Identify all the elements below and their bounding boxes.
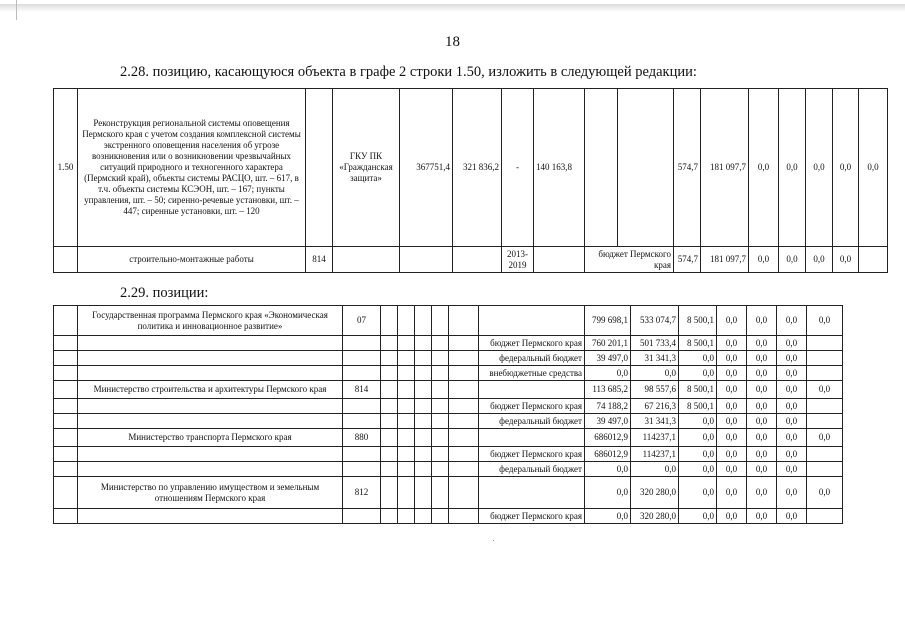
value-c: 0,0: [679, 477, 717, 509]
empty-cell: [432, 462, 449, 477]
empty-cell: [449, 351, 479, 366]
value-b: 0,0: [631, 462, 679, 477]
value-f: 0,0: [777, 351, 807, 366]
empty-cell: [54, 306, 78, 336]
table-row: [54, 366, 843, 381]
empty-cell: [432, 399, 449, 414]
code: [343, 462, 381, 477]
value-g: 0,0: [807, 477, 843, 509]
empty-cell: [398, 509, 415, 524]
code: 814: [306, 247, 333, 273]
value-a: 760 201,1: [585, 336, 631, 351]
code: [343, 351, 381, 366]
value-f: 0,0: [777, 399, 807, 414]
empty-cell: [381, 399, 398, 414]
value-a: 0,0: [585, 366, 631, 381]
value-d: 0,0: [717, 477, 747, 509]
value-a: 0,0: [585, 477, 631, 509]
value-c: 8 500,1: [679, 306, 717, 336]
value-c: 0,0: [679, 447, 717, 462]
value-e: 0,0: [747, 462, 777, 477]
table-row: [54, 247, 888, 273]
zero-2: 0,0: [779, 89, 806, 247]
table-row: [54, 89, 888, 247]
value-d: 0,0: [717, 381, 747, 399]
empty-cell: [415, 462, 432, 477]
value-b: 98 557,6: [631, 381, 679, 399]
code: [343, 414, 381, 429]
value-g: [807, 399, 843, 414]
position-name: [78, 336, 343, 351]
empty-cell: [449, 477, 479, 509]
empty-cell: [398, 336, 415, 351]
empty-cell: [381, 306, 398, 336]
object-description: Реконструкция региональной системы оповещения Пермского края с учетом создания комплексной системы экстренного оповещения населения об угрозе возникновения или о возникновении чрезвычайных ситуаций природного и техногенного характера (Пермский край), объекты системы РАСЦО, шт. – 617, в т.ч. объекты системы КСЭОН, шт. – 167; пункты управления, шт. – 50; сиренно-речевые установки, шт. – 447; сиренные установки, шт. – 120: [78, 89, 306, 247]
funding-source: [479, 306, 585, 336]
empty-cell: [381, 429, 398, 447]
code: [343, 399, 381, 414]
table-row: [54, 447, 843, 462]
value-f: 0,0: [777, 477, 807, 509]
zero-5: 0,0: [859, 89, 888, 247]
value-e: 0,0: [747, 366, 777, 381]
empty-cell: [398, 462, 415, 477]
empty-cell: [449, 509, 479, 524]
empty-cell: [381, 351, 398, 366]
position-name: Министерство транспорта Пермского края: [78, 429, 343, 447]
position-name: [78, 462, 343, 477]
code: [343, 447, 381, 462]
value-e: 0,0: [747, 509, 777, 524]
empty-cell: [449, 429, 479, 447]
position-name: [78, 399, 343, 414]
zero-1: 0,0: [749, 247, 779, 273]
table-row: [54, 477, 843, 509]
value-d: 0,0: [717, 366, 747, 381]
value-g: [807, 336, 843, 351]
table-row: [54, 462, 843, 477]
empty-cell: [54, 414, 78, 429]
empty-cell: [398, 399, 415, 414]
value-a: 686012,9: [585, 447, 631, 462]
code: 812: [343, 477, 381, 509]
funding-source: федеральный бюджет: [479, 462, 585, 477]
value-5: 181 097,7: [701, 247, 749, 273]
empty-cell: [415, 447, 432, 462]
value-a: 799 698,1: [585, 306, 631, 336]
value-4: 574,7: [674, 89, 701, 247]
empty-cell: [449, 414, 479, 429]
value-c: 8 500,1: [679, 336, 717, 351]
value-a: 0,0: [585, 509, 631, 524]
empty-cell: [54, 462, 78, 477]
value-b: 501 733,4: [631, 336, 679, 351]
code: 07: [343, 306, 381, 336]
value-a: 39 497,0: [585, 414, 631, 429]
value-f: 0,0: [777, 429, 807, 447]
value-e: 0,0: [747, 351, 777, 366]
value-g: 0,0: [807, 429, 843, 447]
empty-cell: [54, 447, 78, 462]
scan-edge-mark: [16, 0, 17, 20]
empty-cell: [415, 399, 432, 414]
empty-cell: [449, 336, 479, 351]
empty-cell: [449, 306, 479, 336]
value-e: 0,0: [747, 447, 777, 462]
empty-cell: [54, 399, 78, 414]
value-e: 0,0: [747, 399, 777, 414]
funding-source: [479, 381, 585, 399]
empty-cell: [398, 414, 415, 429]
total-value: 367751,4: [400, 89, 453, 247]
value-d: 0,0: [717, 429, 747, 447]
section-2-28-heading: 2.28. позицию, касающуюся объекта в графе 2 строки 1.50, изложить в следующей редакции:: [120, 64, 697, 80]
executor: ГКУ ПК «Гражданская защита»: [333, 89, 400, 247]
value-g: [807, 509, 843, 524]
funding-source: бюджет Пермского края: [479, 447, 585, 462]
value-f: 0,0: [777, 381, 807, 399]
position-name: [78, 447, 343, 462]
position-name: [78, 366, 343, 381]
value-d: 0,0: [717, 351, 747, 366]
value-b: 114237,1: [631, 429, 679, 447]
empty-cell: [415, 381, 432, 399]
empty-cell: [415, 351, 432, 366]
code: [343, 509, 381, 524]
empty-cell: [432, 414, 449, 429]
empty-cell: [398, 306, 415, 336]
value-f: 0,0: [777, 414, 807, 429]
code: [343, 366, 381, 381]
empty-cell: [381, 477, 398, 509]
empty-cell: [400, 247, 453, 273]
value-3: 140 163,8: [534, 89, 585, 247]
value-g: [807, 462, 843, 477]
empty-cell: [432, 351, 449, 366]
empty-cell: [381, 381, 398, 399]
table-row: [54, 429, 843, 447]
value-a: 113 685,2: [585, 381, 631, 399]
value-d: 0,0: [717, 306, 747, 336]
value-g: 0,0: [807, 306, 843, 336]
value-a: 39 497,0: [585, 351, 631, 366]
empty-cell: [432, 381, 449, 399]
empty-cell: [381, 509, 398, 524]
code: 880: [343, 429, 381, 447]
value-2: 321 836,2: [453, 89, 502, 247]
funding-source: бюджет Пермского края: [479, 399, 585, 414]
value-a: 0,0: [585, 462, 631, 477]
value-g: [807, 447, 843, 462]
value-e: 0,0: [747, 429, 777, 447]
code: 814: [343, 381, 381, 399]
scan-top-edge: [0, 0, 905, 12]
value-c: 8 500,1: [679, 381, 717, 399]
section-2-29-heading: 2.29. позиции:: [120, 285, 209, 301]
value-d: 0,0: [717, 462, 747, 477]
table-row: [54, 381, 843, 399]
table-row: [54, 351, 843, 366]
value-f: 0,0: [777, 509, 807, 524]
value-f: 0,0: [777, 447, 807, 462]
empty-cell: [432, 509, 449, 524]
value-d: 0,0: [717, 414, 747, 429]
value-b: 320 280,0: [631, 477, 679, 509]
funding-source: [479, 477, 585, 509]
empty-cell: [306, 89, 333, 247]
empty-cell: [381, 462, 398, 477]
empty-cell: [618, 89, 674, 247]
empty-cell: [585, 89, 618, 247]
position-name: Министерство строительства и архитектуры Пермского края: [78, 381, 343, 399]
value-d: 0,0: [717, 336, 747, 351]
empty-cell: [449, 462, 479, 477]
table-row: [54, 306, 843, 336]
table-row: [54, 336, 843, 351]
funding-source: бюджет Пермского края: [479, 509, 585, 524]
empty-cell: [415, 306, 432, 336]
value-d: 0,0: [717, 399, 747, 414]
empty-cell: [398, 447, 415, 462]
empty-cell: [432, 429, 449, 447]
table-positions: [53, 305, 843, 524]
empty-cell: [415, 366, 432, 381]
zero-4: 0,0: [833, 247, 859, 273]
value-b: 0,0: [631, 366, 679, 381]
value-b: 114237,1: [631, 447, 679, 462]
value-f: 0,0: [777, 336, 807, 351]
code: [343, 336, 381, 351]
value-e: 0,0: [747, 414, 777, 429]
empty-cell: [54, 381, 78, 399]
value-f: 0,0: [777, 366, 807, 381]
row-number: 1.50: [54, 89, 78, 247]
value-g: 0,0: [807, 381, 843, 399]
value-c: 8 500,1: [679, 399, 717, 414]
value-b: 320 280,0: [631, 509, 679, 524]
empty-cell: [54, 429, 78, 447]
position-name: [78, 414, 343, 429]
empty-cell: [432, 336, 449, 351]
empty-cell: [381, 414, 398, 429]
empty-cell: [381, 366, 398, 381]
value-a: 686012,9: [585, 429, 631, 447]
empty-cell: [54, 247, 78, 273]
zero-1: 0,0: [749, 89, 779, 247]
value-e: 0,0: [747, 381, 777, 399]
work-type: строительно-монтажные работы: [78, 247, 306, 273]
empty-cell: [398, 351, 415, 366]
funding-source: федеральный бюджет: [479, 414, 585, 429]
value-g: [807, 366, 843, 381]
empty-cell: [415, 414, 432, 429]
empty-cell: [398, 381, 415, 399]
value-f: 0,0: [777, 306, 807, 336]
position-name: [78, 351, 343, 366]
scan-speck: [493, 540, 494, 541]
value-c: 0,0: [679, 462, 717, 477]
value-b: 67 216,3: [631, 399, 679, 414]
empty-cell: [449, 366, 479, 381]
table-row: [54, 414, 843, 429]
value-g: [807, 414, 843, 429]
value-d: 0,0: [717, 447, 747, 462]
funding-source: федеральный бюджет: [479, 351, 585, 366]
position-name: Государственная программа Пермского края «Экономическая политика и инновационное развитие»: [78, 306, 343, 336]
zero-3: 0,0: [806, 89, 833, 247]
value-c: 0,0: [679, 509, 717, 524]
zero-2: 0,0: [779, 247, 806, 273]
funding-source: [479, 429, 585, 447]
empty-cell: [381, 447, 398, 462]
empty-cell: [432, 306, 449, 336]
empty-cell: [54, 351, 78, 366]
table-row: [54, 399, 843, 414]
empty-cell: [432, 477, 449, 509]
value-b: 31 341,3: [631, 414, 679, 429]
period: 2013-2019: [502, 247, 534, 273]
empty-cell: [453, 247, 502, 273]
empty-cell: [432, 447, 449, 462]
empty-cell: [54, 509, 78, 524]
value-c: 0,0: [679, 414, 717, 429]
position-name: [78, 509, 343, 524]
value-5: 181 097,7: [701, 89, 749, 247]
value-e: 0,0: [747, 336, 777, 351]
zero-3: 0,0: [806, 247, 833, 273]
empty-cell: [415, 509, 432, 524]
funding-source: бюджет Пермского края: [479, 336, 585, 351]
empty-cell: [415, 429, 432, 447]
empty-cell: [381, 336, 398, 351]
empty-cell: [449, 399, 479, 414]
value-a: 74 188,2: [585, 399, 631, 414]
dash-cell: -: [502, 89, 534, 247]
value-b: 31 341,3: [631, 351, 679, 366]
value-e: 0,0: [747, 477, 777, 509]
value-c: 0,0: [679, 351, 717, 366]
empty-cell: [415, 477, 432, 509]
value-e: 0,0: [747, 306, 777, 336]
empty-cell: [415, 336, 432, 351]
empty-cell: [432, 366, 449, 381]
value-f: 0,0: [777, 462, 807, 477]
value-b: 533 074,7: [631, 306, 679, 336]
value-4: 574,7: [674, 247, 701, 273]
value-c: 0,0: [679, 366, 717, 381]
value-c: 0,0: [679, 429, 717, 447]
value-d: 0,0: [717, 509, 747, 524]
funding-source: бюджет Пермского края: [585, 247, 674, 273]
zero-4: 0,0: [833, 89, 859, 247]
empty-cell: [398, 366, 415, 381]
empty-cell: [859, 247, 888, 273]
empty-cell: [449, 447, 479, 462]
empty-cell: [449, 381, 479, 399]
empty-cell: [54, 336, 78, 351]
table-row: [54, 509, 843, 524]
empty-cell: [398, 429, 415, 447]
empty-cell: [398, 477, 415, 509]
table-row-1-50: [53, 88, 888, 273]
position-name: Министерство по управлению имуществом и земельным отношениям Пермского края: [78, 477, 343, 509]
empty-cell: [534, 247, 585, 273]
value-g: [807, 351, 843, 366]
empty-cell: [54, 477, 78, 509]
empty-cell: [54, 366, 78, 381]
funding-source: внебюджетные средства: [479, 366, 585, 381]
empty-cell: [333, 247, 400, 273]
page-number: 18: [445, 34, 460, 50]
